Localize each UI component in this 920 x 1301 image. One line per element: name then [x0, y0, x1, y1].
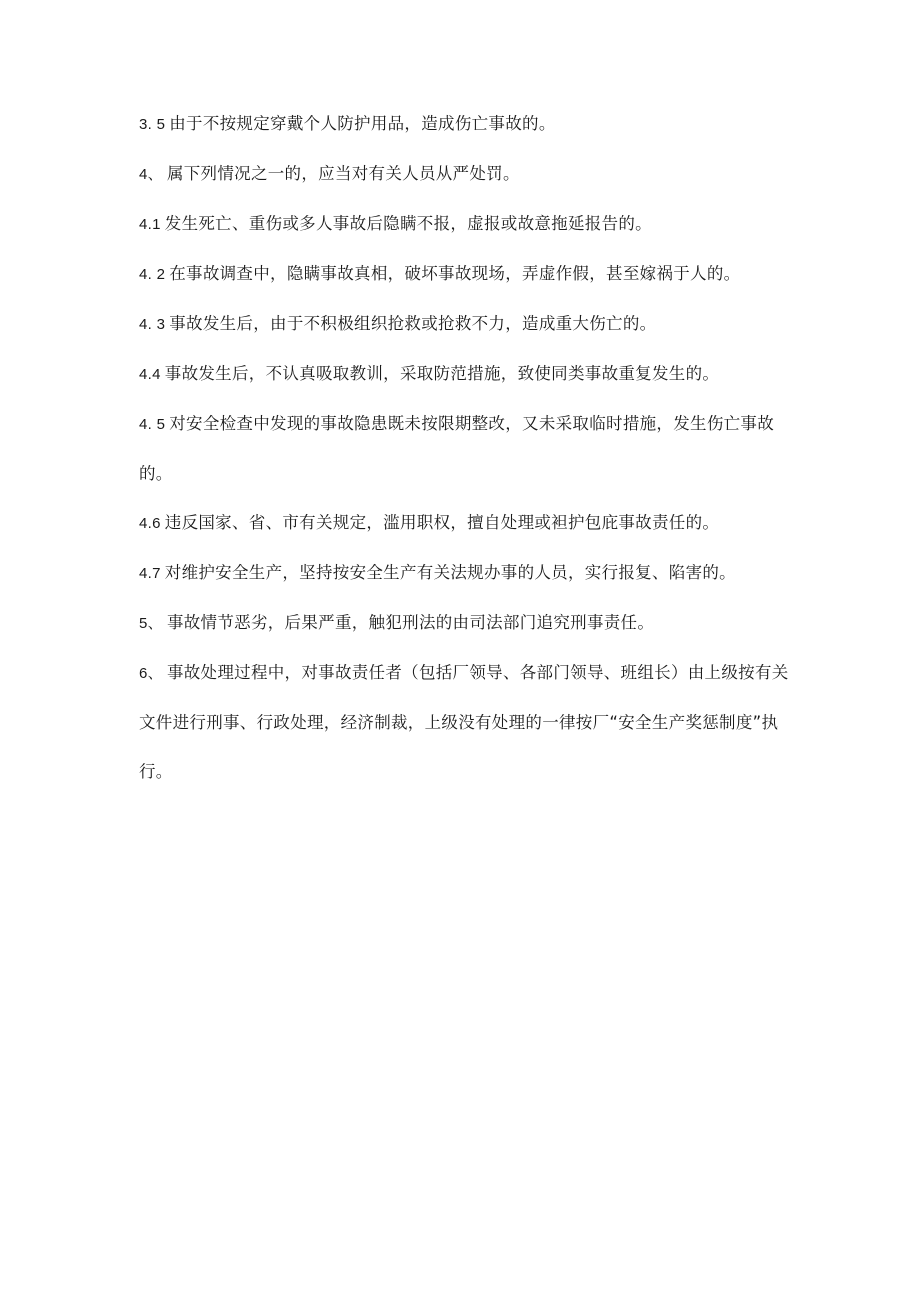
paragraph-text: 事故情节恶劣，后果严重，触犯刑法的由司法部门追究刑事责任。 [166, 613, 655, 632]
paragraph-6 [139, 648, 789, 796]
paragraph-text: 对安全检查中发现的事故隐患既未按限期整改，又未采取临时措施，发生伤亡事故的。 [139, 414, 775, 483]
paragraph-5 [139, 598, 789, 648]
paragraph-4-7 [139, 548, 789, 598]
paragraph-number: 3. 5 [139, 116, 166, 133]
paragraph-4-5 [139, 399, 789, 498]
paragraph-4-6 [139, 498, 789, 548]
paragraph-number: 4. 5 [139, 416, 166, 433]
paragraph-number: 6、 [139, 665, 163, 682]
paragraph-text: 发生死亡、重伤或多人事故后隐瞒不报，虚报或故意拖延报告的。 [164, 214, 652, 233]
paragraph-4 [139, 149, 789, 199]
paragraph-4-2 [139, 249, 789, 299]
paragraph-4-4 [139, 349, 789, 399]
paragraph-text: 事故处理过程中，对事故责任者（包括厂领导、各部门领导、班组长）由上级按有关文件进行刑事、行政处理，经济制裁，上级没有处理的一律按厂“安全生产奖惩制度”执行。 [139, 663, 789, 781]
paragraph-text: 由于不按规定穿戴个人防护用品，造成伤亡事故的。 [169, 114, 556, 133]
paragraph-text: 事故发生后，不认真吸取教训，采取防范措施，致使同类事故重复发生的。 [164, 364, 720, 383]
paragraph-number: 4、 [139, 166, 163, 183]
paragraph-number: 4.6 [139, 515, 161, 532]
paragraph-4-1 [139, 199, 789, 249]
paragraph-text: 违反国家、省、市有关规定，滥用职权，擅自处理或袒护包庇事故责任的。 [164, 513, 720, 532]
paragraph-4-3 [139, 299, 789, 349]
document-body [139, 99, 789, 796]
paragraph-number: 4.4 [139, 366, 161, 383]
paragraph-number: 4.1 [139, 216, 161, 233]
paragraph-number: 4. 2 [139, 266, 166, 283]
paragraph-3-5 [139, 99, 789, 149]
paragraph-text: 在事故调查中，隐瞒事故真相，破坏事故现场，弄虚作假，甚至嫁祸于人的。 [169, 264, 741, 283]
paragraph-number: 4.7 [139, 565, 161, 582]
paragraph-number: 5、 [139, 615, 163, 632]
paragraph-text: 属下列情况之一的，应当对有关人员从严处罚。 [166, 164, 520, 183]
paragraph-number: 4. 3 [139, 316, 166, 333]
paragraph-text: 事故发生后，由于不积极组织抢救或抢救不力，造成重大伤亡的。 [169, 314, 657, 333]
paragraph-text: 对维护安全生产，坚持按安全生产有关法规办事的人员，实行报复、陷害的。 [164, 563, 736, 582]
